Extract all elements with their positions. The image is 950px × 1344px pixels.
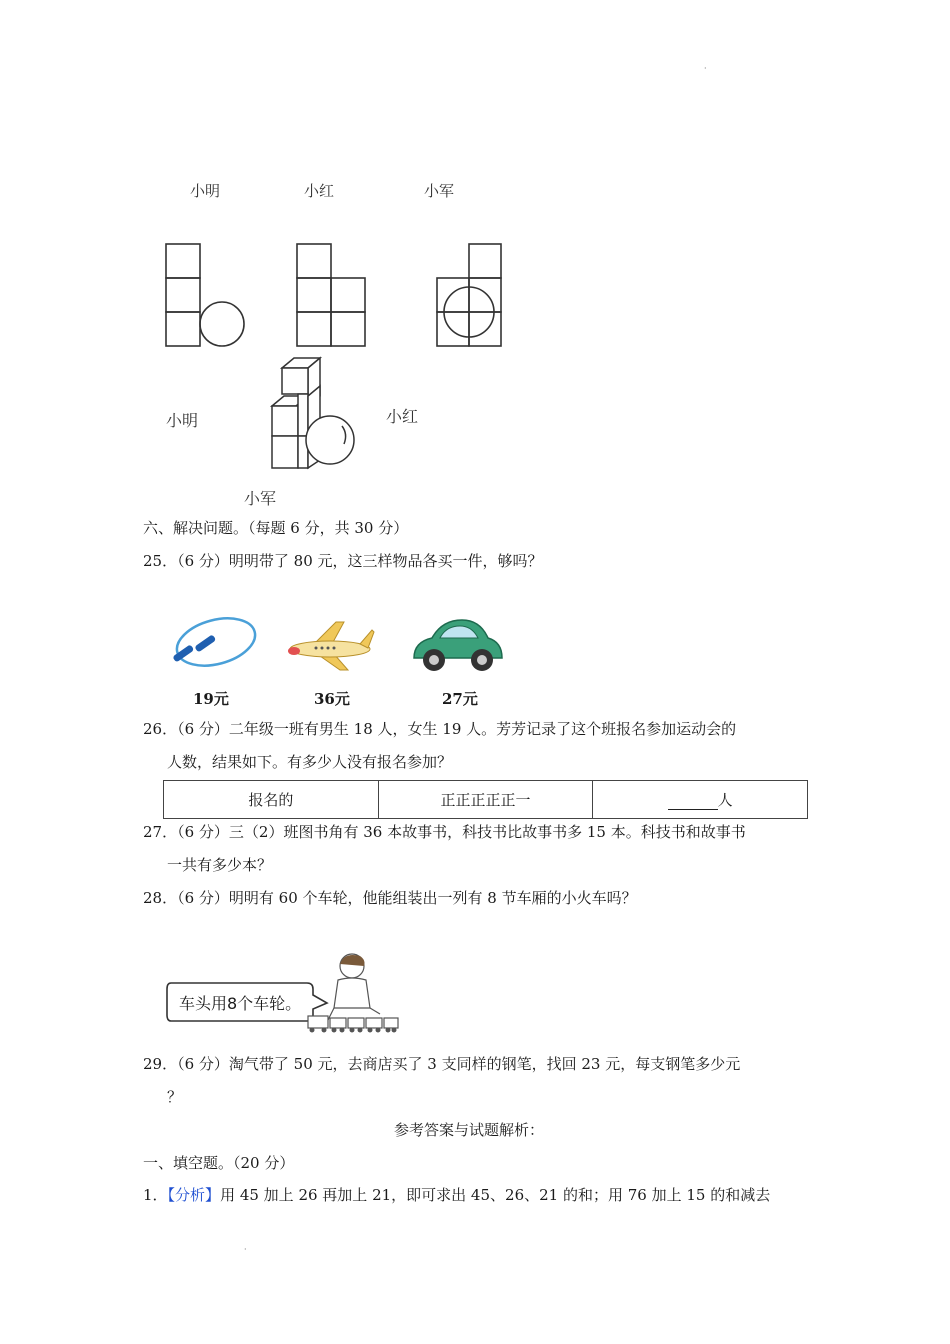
question-25: 25．（6 分）明明带了 80 元，这三样物品各买一件，够吗？ (143, 552, 543, 570)
arrangement-label-right: 小红 (386, 407, 419, 426)
table-cell-label: 报名的 (164, 781, 379, 819)
registration-table (163, 780, 808, 819)
boy-with-train-image (304, 950, 400, 1038)
airplane-image (286, 618, 376, 674)
question-27-line1: 27．（6 分）三（2）班图书角有 36 本故事书，科技书比故事书多 15 本。科技书和故事书 (143, 823, 746, 841)
answers-title: 参考答案与试题解析： (394, 1121, 545, 1139)
question-26-line2: 人数，结果如下。有多少人没有报名参加？ (167, 753, 453, 771)
view-label-xiaohong: 小红 (304, 182, 335, 200)
cube-arrangement-drawing (262, 356, 362, 474)
answer-1 (143, 1185, 770, 1205)
speech-text: 车头用8个车轮。 (179, 994, 302, 1013)
answer-1-number: 1． (143, 1186, 168, 1204)
table-cell-tally: 正正正正正一 (378, 781, 593, 819)
arrangement-label-left: 小明 (166, 411, 199, 430)
view-label-xiaoming: 小明 (190, 182, 221, 200)
analysis-tag: 【分析】 (167, 1186, 221, 1204)
answer-blank[interactable] (668, 795, 718, 810)
price-jump-rope: 19元 (193, 690, 229, 708)
answers-section-1: 一、填空题。（20 分） (143, 1154, 295, 1172)
arrangement-label-bottom: 小军 (244, 489, 277, 508)
question-28: 28．（6 分）明明有 60 个车轮，他能组装出一列有 8 节车厢的小火车吗？ (143, 889, 637, 907)
answer-1-text: 用 45 加上 26 再加上 21，即可求出 45、26、21 的和；用 76 加上 15 的和减去 (220, 1186, 771, 1204)
car-image (406, 612, 506, 680)
unit-label: 人 (717, 791, 733, 809)
speech-bubble (165, 981, 315, 1021)
view-label-xiaojun: 小军 (424, 182, 455, 200)
price-airplane: 36元 (314, 690, 350, 708)
question-29-line2: ？ (167, 1088, 183, 1106)
price-car: 27元 (442, 690, 478, 708)
section-6-title: 六、解决问题。（每题 6 分，共 30 分） (143, 519, 409, 537)
question-26-line1: 26．（6 分）二年级一班有男生 18 人，女生 19 人。芳芳记录了这个班报名参加运动会的 (143, 720, 737, 738)
question-27-line2: 一共有多少本？ (167, 856, 273, 874)
scan-dot: · (704, 64, 707, 73)
three-views-drawing (160, 236, 520, 352)
table-cell-answer (593, 781, 808, 819)
scan-dot: · (244, 1245, 247, 1254)
jump-rope-image (164, 612, 264, 678)
table-row (164, 781, 808, 819)
question-29-line1: 29．（6 分）淘气带了 50 元，去商店买了 3 支同样的钢笔，找回 23 元，每支钢笔多少元 (143, 1055, 741, 1073)
